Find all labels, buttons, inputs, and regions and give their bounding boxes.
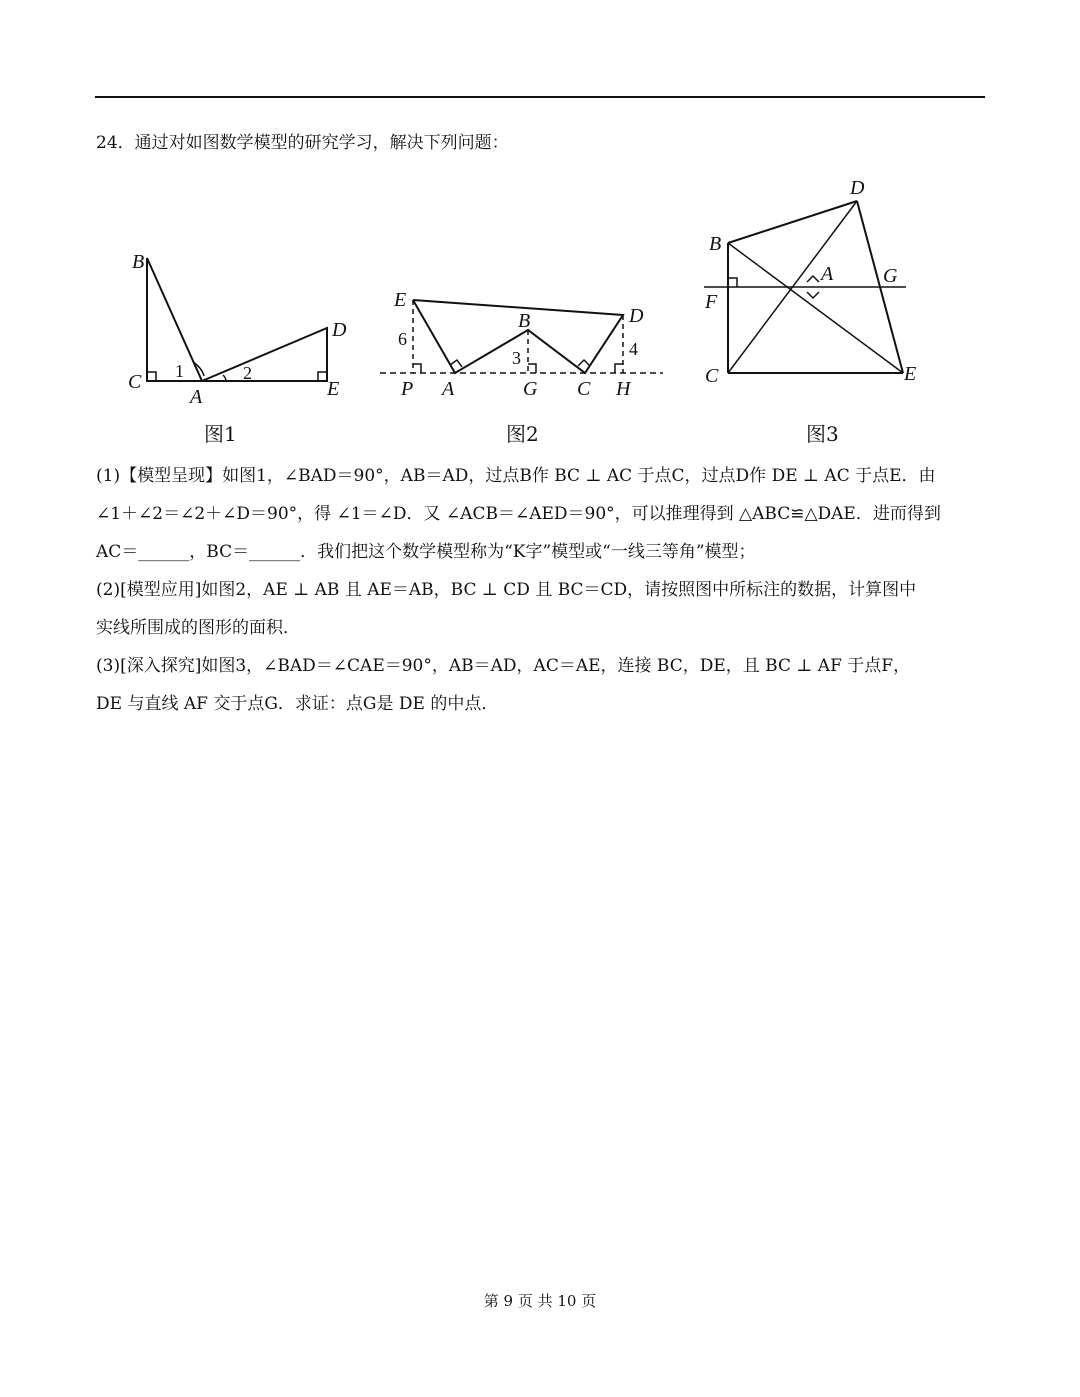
label-b: B	[132, 251, 145, 273]
label-h: H	[616, 378, 631, 400]
label-g: G	[883, 265, 898, 287]
right-angle-f	[728, 278, 737, 287]
figure-1-caption: 图1	[204, 422, 237, 446]
right-angle-c	[578, 360, 590, 366]
label-a: A	[190, 386, 203, 408]
right-angle-h	[615, 364, 623, 373]
right-angle-p	[413, 364, 421, 373]
part-2-line-2: 实线所围成的图形的面积．	[96, 618, 300, 638]
label-length-6: 6	[398, 329, 407, 349]
header-rule	[95, 96, 985, 98]
part-3-line-2: DE 与直线 AF 交于点G．求证：点G是 DE 的中点．	[96, 694, 499, 714]
label-length-4: 4	[629, 339, 638, 359]
triangle-ade	[202, 328, 327, 381]
segment-bd	[728, 201, 857, 243]
label-c: C	[128, 371, 142, 393]
part-1-line-1: (1)【模型呈现】如图1，∠BAD＝90°，AB＝AD，过点B作 BC ⊥ AC 于点C，过点D作 DE ⊥ AC 于点E．由	[96, 466, 936, 486]
label-angle-2: 2	[243, 363, 252, 383]
label-b: B	[709, 233, 722, 255]
label-length-3: 3	[512, 348, 521, 368]
label-e: E	[394, 289, 407, 311]
figure-3-caption: 图3	[806, 422, 839, 446]
right-angle-c	[147, 372, 156, 381]
label-c: C	[577, 378, 591, 400]
part-3-line-1: (3)[深入探究]如图3，∠BAD＝∠CAE＝90°，AB＝AD，AC＝AE，连接 BC，DE，且 BC ⊥ AF 于点F，	[96, 656, 911, 676]
label-b: B	[518, 310, 531, 332]
label-e: E	[904, 363, 917, 385]
right-angle-a-top	[807, 276, 819, 282]
page-footer: 第 9 页 共 10 页	[483, 1292, 597, 1310]
label-g: G	[523, 378, 538, 400]
right-angle-a-bottom	[807, 292, 819, 298]
label-angle-1: 1	[175, 361, 184, 381]
segment-be	[728, 243, 903, 373]
question-title: 24．通过对如图数学模型的研究学习，解决下列问题：	[96, 133, 509, 153]
label-e: E	[327, 378, 340, 400]
label-f: F	[705, 291, 718, 313]
label-d: D	[850, 177, 865, 199]
label-d: D	[332, 319, 347, 341]
label-p: P	[401, 378, 414, 400]
label-a: A	[821, 263, 834, 285]
part-1-line-2: ∠1＋∠2＝∠2＋∠D＝90°，得 ∠1＝∠D．又 ∠ACB＝∠AED＝90°，可以推理得到 △ABC≌△DAE．进而得到	[96, 504, 941, 524]
label-d: D	[629, 305, 644, 327]
right-angle-g	[528, 364, 536, 373]
figure-1	[120, 170, 360, 410]
label-c: C	[705, 365, 719, 387]
figure-2-caption: 图2	[506, 422, 539, 446]
right-angle-e	[318, 372, 327, 381]
part-1-line-3: AC＝______，BC＝______．我们把这个数学模型称为“K字”模型或“一线三等角”模型；	[96, 542, 756, 562]
figure-2	[375, 170, 675, 410]
figure-3	[695, 170, 935, 410]
label-a: A	[442, 378, 455, 400]
part-2-line-1: (2)[模型应用]如图2，AE ⊥ AB 且 AE＝AB，BC ⊥ CD 且 BC＝CD，请按照图中所标注的数据，计算图中	[96, 580, 917, 600]
